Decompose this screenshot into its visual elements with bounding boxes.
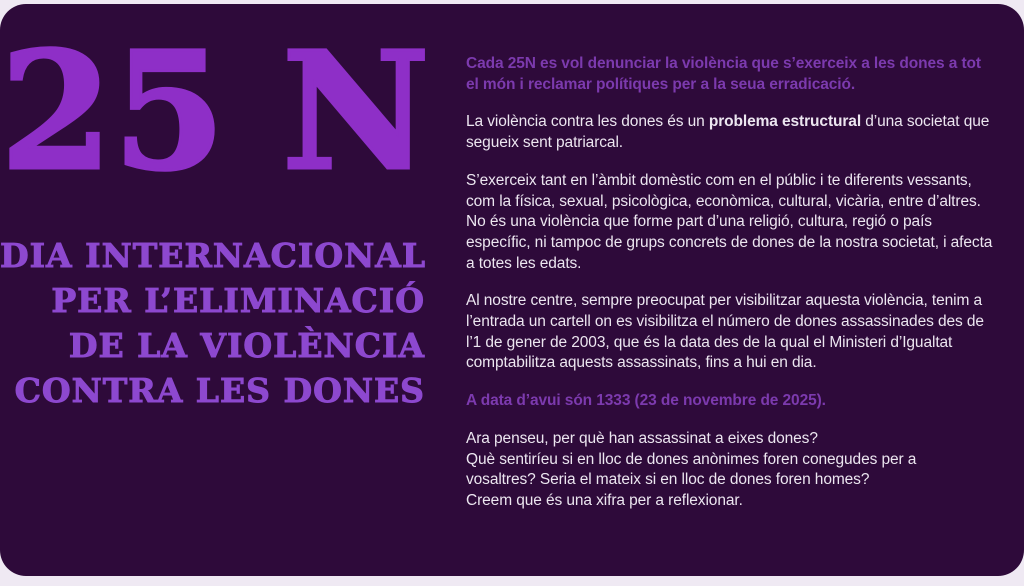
right-column [432,4,996,576]
closing-line: Creem que és una xifra per a reflexionar. [466,491,743,509]
closing-paragraph [466,429,996,512]
event-subtitle [0,233,425,413]
structural-text-post: d’una societat que segueix sent patriarcal. [466,113,990,152]
closing-line: Ara penseu, per què han assassinat a eixes dones? [466,429,818,447]
structural-paragraph [466,112,996,153]
count-highlight: A data d’avui són 1333 (23 de novembre de 2025). [466,392,826,410]
left-column [0,4,432,576]
closing-line: vosaltres? Seria el mateix si en lloc de dones foren homes? [466,471,870,489]
closing-line: Què sentiríeu si en lloc de dones anònimes foren conegudes per a [466,450,917,468]
subtitle-line: DIA INTERNACIONAL [0,236,427,275]
intro-paragraph: Cada 25N es vol denunciar la violència que s’exerceix a les dones a tot el món i reclamar polítiques per a la seua erradicació. [466,55,981,93]
center-paragraph: Al nostre centre, sempre preocupat per visibilitzar aquesta violència, tenim a l’entrada un cartell on es visibilitza el número de dones assassinades des de l’1 de gener de 2003, que és la data des de la qual el Ministeri d’Igualtat comptabilitza aquests assassinats, fins a hui en dia. [466,292,984,372]
subtitle-line: DE LA VIOLÈNCIA [68,326,425,365]
subtitle-line: CONTRA LES DONES [14,371,425,410]
context-paragraph: S’exerceix tant en l’àmbit domèstic com en el públic i te diferents vessants, com la física, sexual, psicològica, econòmica, cultural, vicària, entre d’altres. No és una violència que forme part d’una religió, cultura, regió o país específic, ni tampoc de grups concrets de dones de la nostra societat, i afecta a totes les edats. [466,171,993,272]
structural-text-pre: La violència contra les dones és un [466,113,709,131]
subtitle-line: PER L’ELIMINACIÓ [51,281,425,320]
event-title: 25 N [0,17,430,207]
structural-text-bold: problema estructural [708,113,862,131]
info-card [0,4,1024,576]
